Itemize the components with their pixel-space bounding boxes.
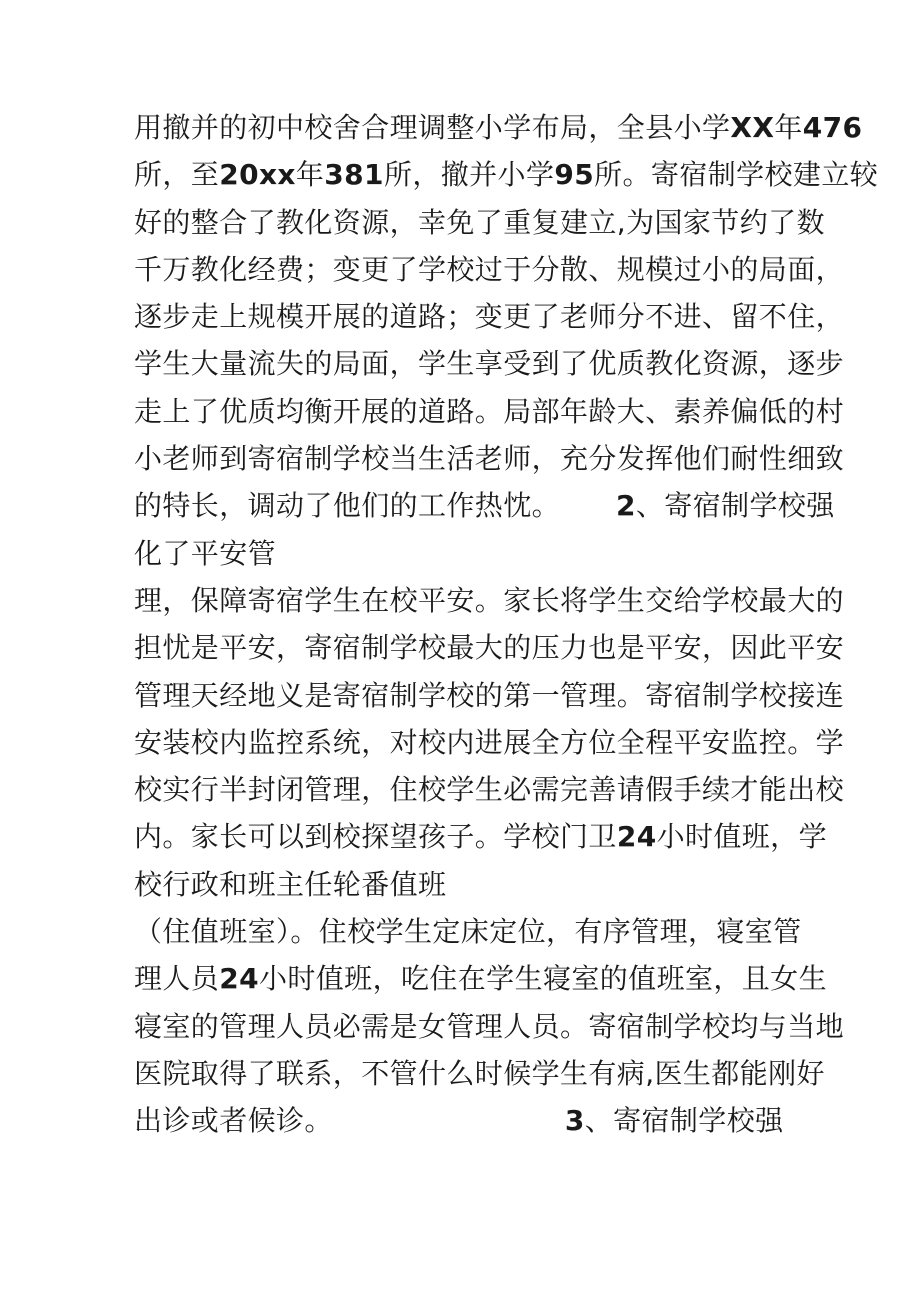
body-text (134, 104, 879, 1145)
text-line: 小老师到寄宿制学校当生活老师，充分发挥他们耐性细致 (134, 442, 845, 476)
text-line: 走上了优质均衡开展的道路。局部年龄大、素养偏低的村 (134, 394, 845, 428)
text-line: 校实行半封闭管理，住校学生必需完善请假手续才能出校 (134, 773, 845, 807)
text-line: 管理天经地义是寄宿制学校的第一管理。寄宿制学校接连 (134, 678, 845, 712)
text-line: 学生大量流失的局面，学生享受到了优质教化资源，逐步 (134, 347, 845, 381)
text-line: 出诊或者候诊。 3、寄宿制学校强 (134, 1104, 784, 1138)
text-line: 化了平安管 (134, 536, 277, 570)
text-line: 寝室的管理人员必需是女管理人员。寄宿制学校均与当地 (134, 1009, 845, 1043)
text-line: 千万教化经费；变更了学校过于分散、规模过小的局面， (134, 252, 845, 286)
text-line: 逐步走上规模开展的道路；变更了老师分不进、留不住， (134, 300, 845, 334)
text-line: （住值班室）。住校学生定床定位，有序管理，寝室管 (134, 915, 802, 949)
text-line: 所，至20xx年381所，撤并小学95所。寄宿制学校建立较 (134, 158, 879, 192)
text-line: 医院取得了联系，不管什么时候学生有病,医生都能刚好 (134, 1056, 825, 1090)
text-line: 好的整合了教化资源，幸免了重复建立,为国家节约了数 (134, 205, 825, 239)
text-line: 内。家长可以到校探望孩子。学校门卫24小时值班，学 (134, 820, 827, 854)
text-line: 理，保障寄宿学生在校平安。家长将学生交给学校最大的 (134, 583, 845, 617)
text-line: 理人员24小时值班，吃住在学生寝室的值班室，且女生 (134, 962, 827, 996)
text-line: 安装校内监控系统，对校内进展全方位全程平安监控。学 (134, 725, 845, 759)
text-line: 校行政和班主任轮番值班 (134, 867, 447, 901)
text-line: 担忧是平安，寄宿制学校最大的压力也是平安，因此平安 (134, 631, 845, 665)
text-line: 的特长，调动了他们的工作热忱。 2、寄宿制学校强 (134, 489, 835, 523)
text-line: 用撤并的初中校舍合理调整小学布局，全县小学XX年476 (134, 111, 863, 144)
